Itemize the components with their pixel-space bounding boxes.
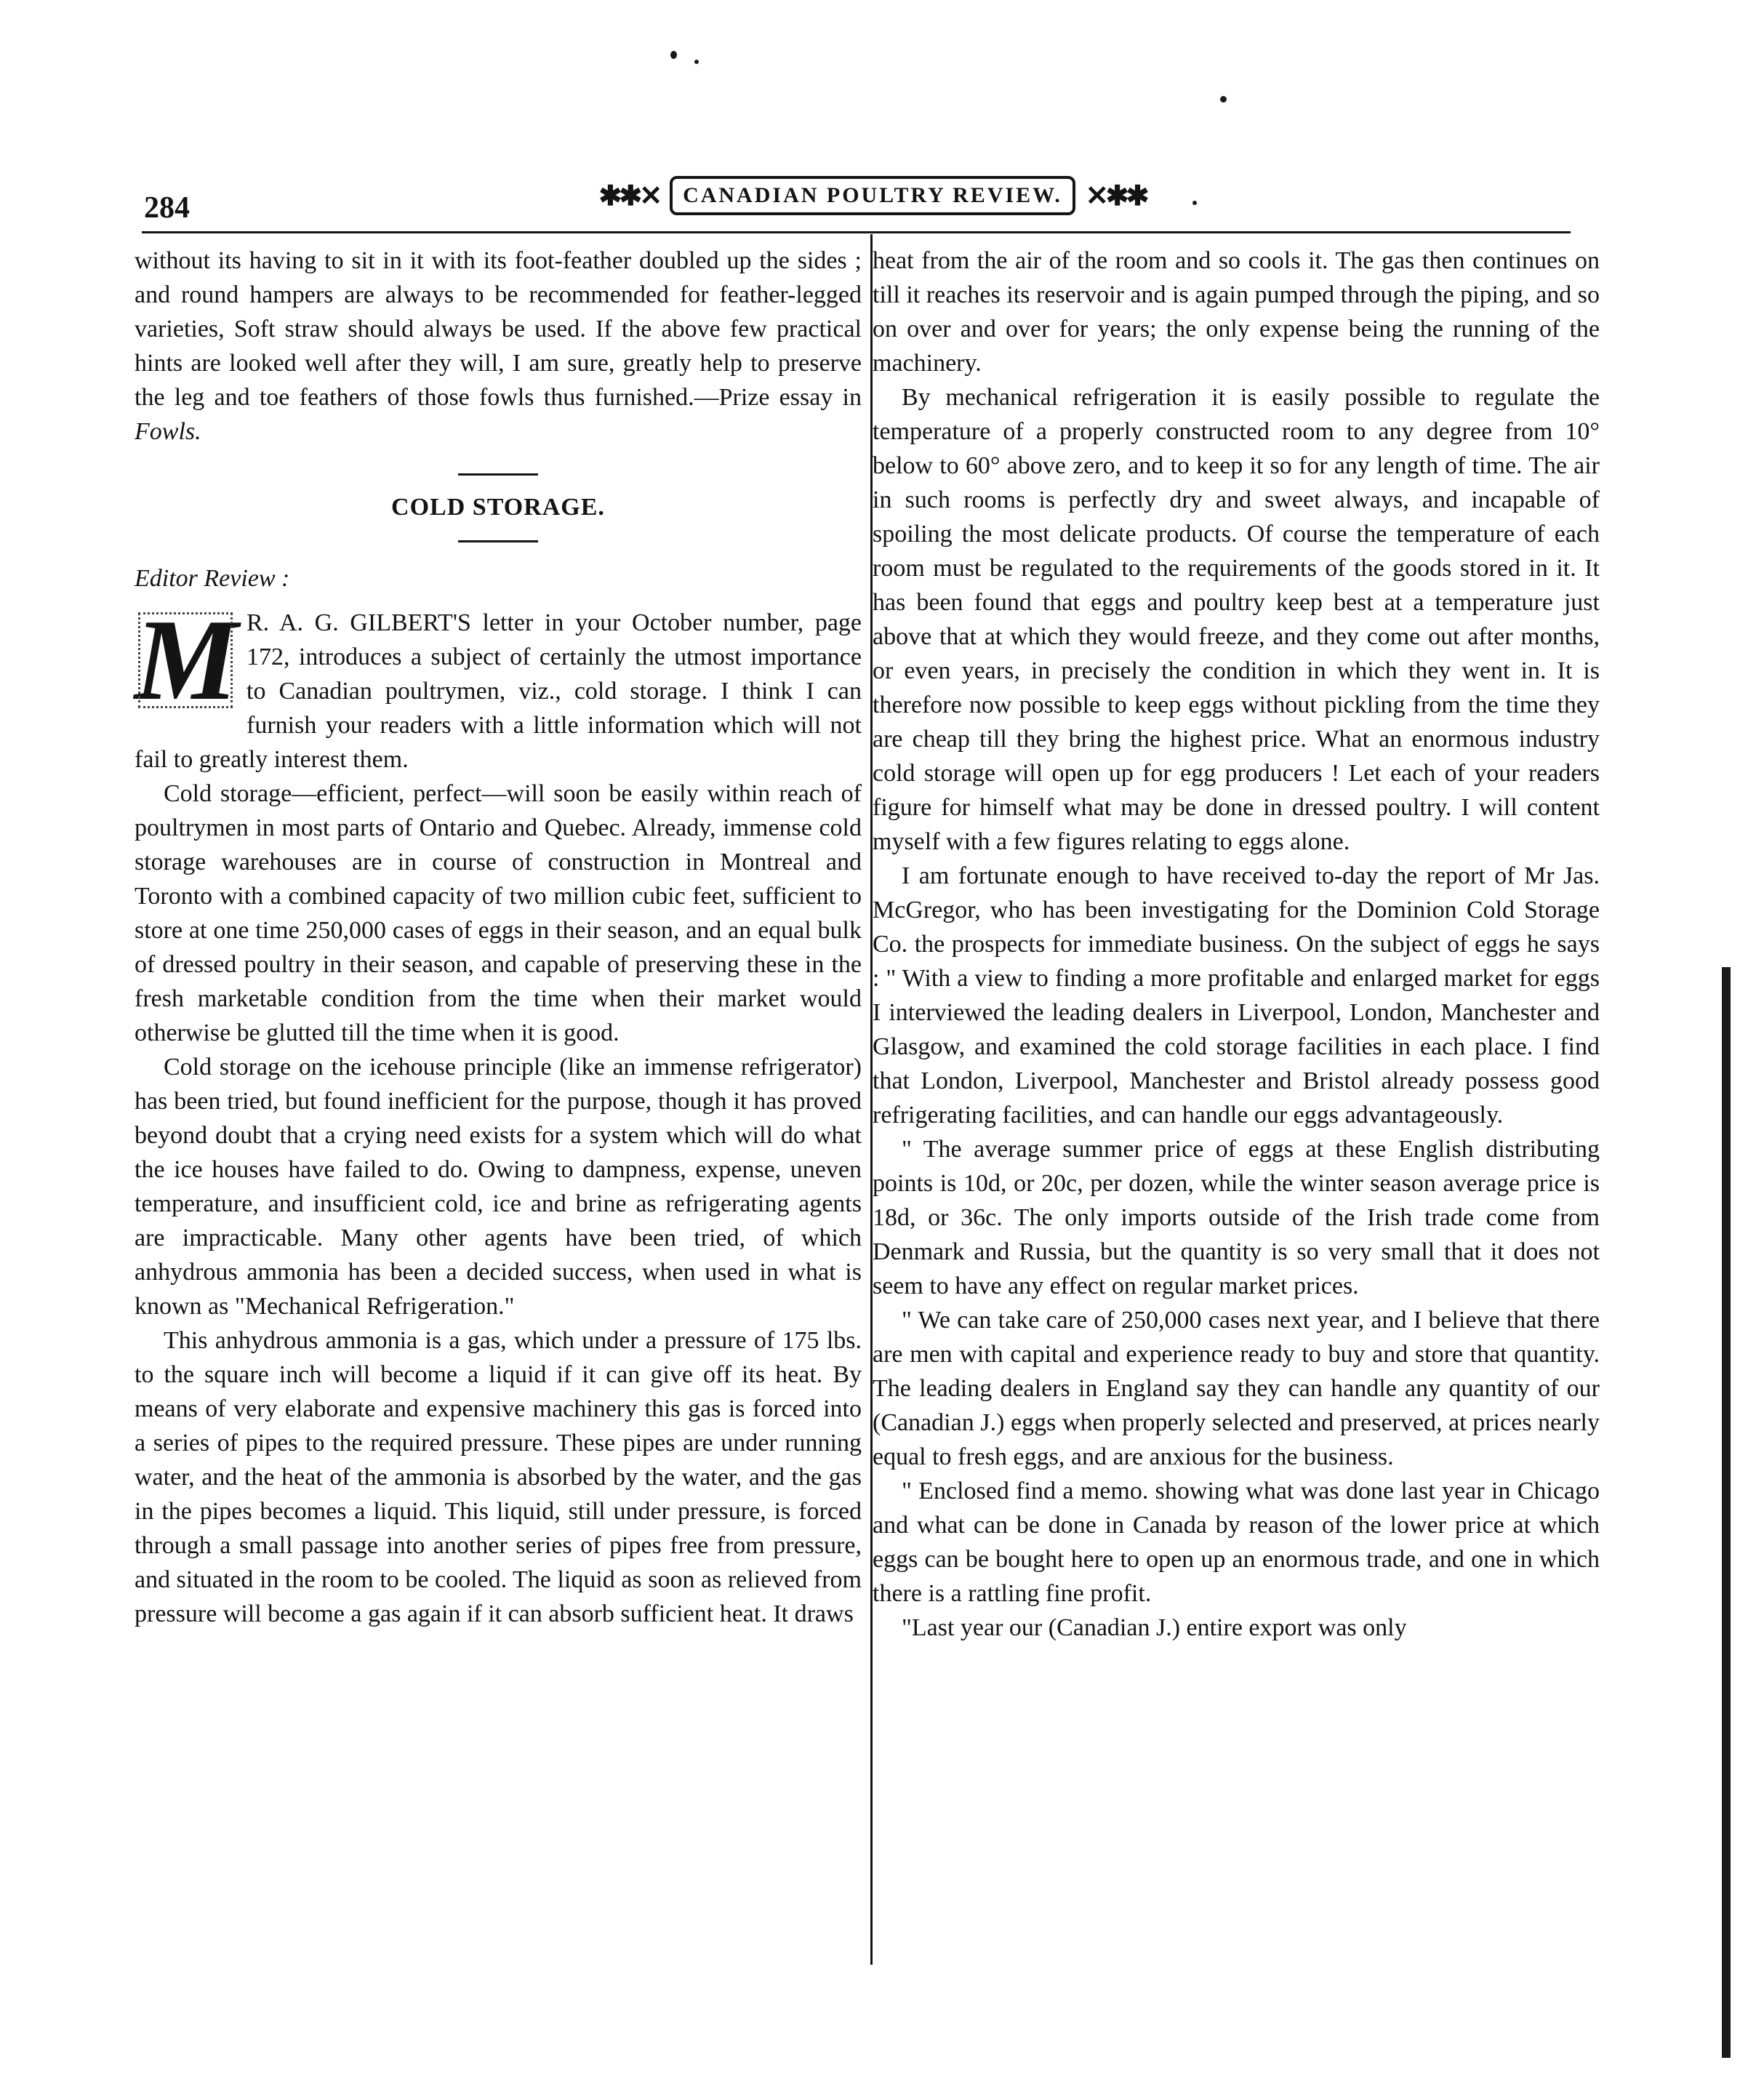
article-paragraph: " Enclosed find a memo. showing what was done last year in Chicago and what can be done in Canada by reason of the lower price at which eggs can be bought here to open up an enormous trade, and one in which there is a rattling fine profit. [873, 1478, 1600, 1607]
section-divider [458, 473, 538, 476]
article-paragraph-text: R. A. G. GILBERT'S letter in your October number, page 172, introduces a subject of certainly the utmost importance to Canadian poultrymen, viz., cold storage. I think I can furnish your readers with a little information which will not fail to greatly interest them. [135, 609, 862, 773]
article-paragraph: This anhydrous ammonia is a gas, which under a pressure of 175 lbs. to the square inch will become a liquid if it can give off its heat. By means of very elaborate and expensive machinery this gas is forced into a series of pipes to the required pressure. These pipes are under running water, and the heat of the ammonia is absorbed by the water, and the gas in the pipes becomes a liquid. This liquid, still under pressure, is forced through a small passage into another series of pipes free from pressure, and situated in the room to be cooled. The liquid as soon as relieved from pressure will become a gas again if it can absorb sufficient heat. It draws [135, 1327, 862, 1627]
scan-edge-shadow [1722, 967, 1731, 2058]
header-rule [142, 231, 1571, 233]
article-paragraph: Cold storage—efficient, perfect—will soon be easily within reach of poultrymen in most parts of Ontario and Quebec. Already, immense cold storage warehouses are in course of construction in Montreal and Toronto with a combined capacity of two million cubic feet, sufficient to store at one time 250,000 cases of eggs in their season, and an equal bulk of dressed poultry in their season, and capable of preserving these in the fresh marketable condition from the time when their market would otherwise be glutted till the time when it is good. [135, 780, 862, 1046]
editor-salutation: Editor Review : [135, 565, 290, 592]
ink-speck [1220, 96, 1227, 103]
article-paragraph: Cold storage on the icehouse principle (like an immense refrigerator) has been tried, but found inefficient for the purpose, though it has proved beyond doubt that a crying need exists for a system which will do what the ice houses have failed to do. Owing to dampness, expense, uneven temperature, and insufficient cold, ice and brine as refrigerating agents are impracticable. Many other agents have been tried, of which anhydrous ammonia has been a decided success, when used in what is known as "Mechanical Refrigeration." [135, 1054, 862, 1320]
drop-cap: M [135, 595, 238, 724]
article-paragraph [135, 595, 862, 777]
ink-speck [1192, 201, 1197, 205]
article-paragraph: "Last year our (Canadian J.) entire export was only [902, 1614, 1407, 1641]
article-title: COLD STORAGE. [391, 494, 605, 521]
masthead-ornament-right-icon: ✕✱✱ [1085, 180, 1147, 212]
article-paragraph: " We can take care of 250,000 cases next year, and I believe that there are men with capital and experience ready to buy and store that quantity. The leading dealers in England say they can handle any quantity of our (Canadian J.) eggs when properly selected and preserved, at prices nearly equal to fresh eggs, and are anxious for the business. [873, 1307, 1600, 1470]
page-number: 284 [144, 191, 190, 225]
continued-paragraph-text: without its having to sit in it with its foot-feather doubled up the sides ; and round hampers are always to be recommended for feather-legged varieties, Soft straw should always be used. If the above few practical hints are looked well after they will, I am sure, greatly help to preserve the leg and toe feathers of those fowls thus furnished.—Prize essay in [135, 247, 862, 411]
masthead-ornament-left-icon: ✱✱✕ [598, 180, 660, 212]
title-divider [458, 540, 538, 542]
continued-paragraph [135, 244, 862, 449]
article-paragraph: " The average summer price of eggs at these English distributing points is 10d, or 20c, per dozen, while the winter season average price is 18d, or 36c. The only imports outside of the Irish trade come from Denmark and Russia, but the quantity is so very small that it does not seem to have any effect on regular market prices. [873, 1136, 1600, 1299]
continued-source: Fowls. [135, 418, 201, 445]
left-column [135, 244, 862, 1631]
article-paragraph: By mechanical refrigeration it is easily possible to regulate the temperature of a properly constructed room to any degree from 10° below to 60° above zero, and to keep it so for any length of time. The air in such rooms is perfectly dry and sweet always, and incapable of spoiling the most delicate products. Of course the temperature of each room must be regulated to the requirements of the goods stored in it. It has been found that eggs and poultry keep best at a temperature just above that at which they would freeze, and they come out after months, or even years, in precisely the condition in which they went in. It is therefore now possible to keep eggs without pickling from the time they are cheap till they bring the highest price. What an enormous industry cold storage will open up for egg producers ! Let each of your readers figure for himself what may be done in dressed poultry. I will content myself with a few figures relating to eggs alone. [873, 384, 1600, 855]
ink-speck [694, 60, 699, 64]
masthead-title: CANADIAN POULTRY REVIEW. [670, 176, 1075, 215]
right-column [873, 244, 1600, 1645]
masthead [596, 169, 1149, 223]
ink-speck [670, 51, 677, 59]
article-paragraph: I am fortunate enough to have received to-day the report of Mr Jas. McGregor, who has been investigating for the Dominion Cold Storage Co. the prospects for immediate business. On the subject of eggs he says : " With a view to finding a more profitable and enlarged market for eggs I interviewed the leading dealers in Liverpool, London, Manchester and Glasgow, and examined the cold storage facilities in each place. I find that London, Liverpool, Manchester and Bristol already possess good refrigerating facilities, and can handle our eggs advantageously. [873, 862, 1600, 1129]
article-paragraph: heat from the air of the room and so cools it. The gas then continues on till it reaches its reservoir and is again pumped through the piping, and so on over and over for years; the only expense being the running of the machinery. [873, 247, 1600, 377]
